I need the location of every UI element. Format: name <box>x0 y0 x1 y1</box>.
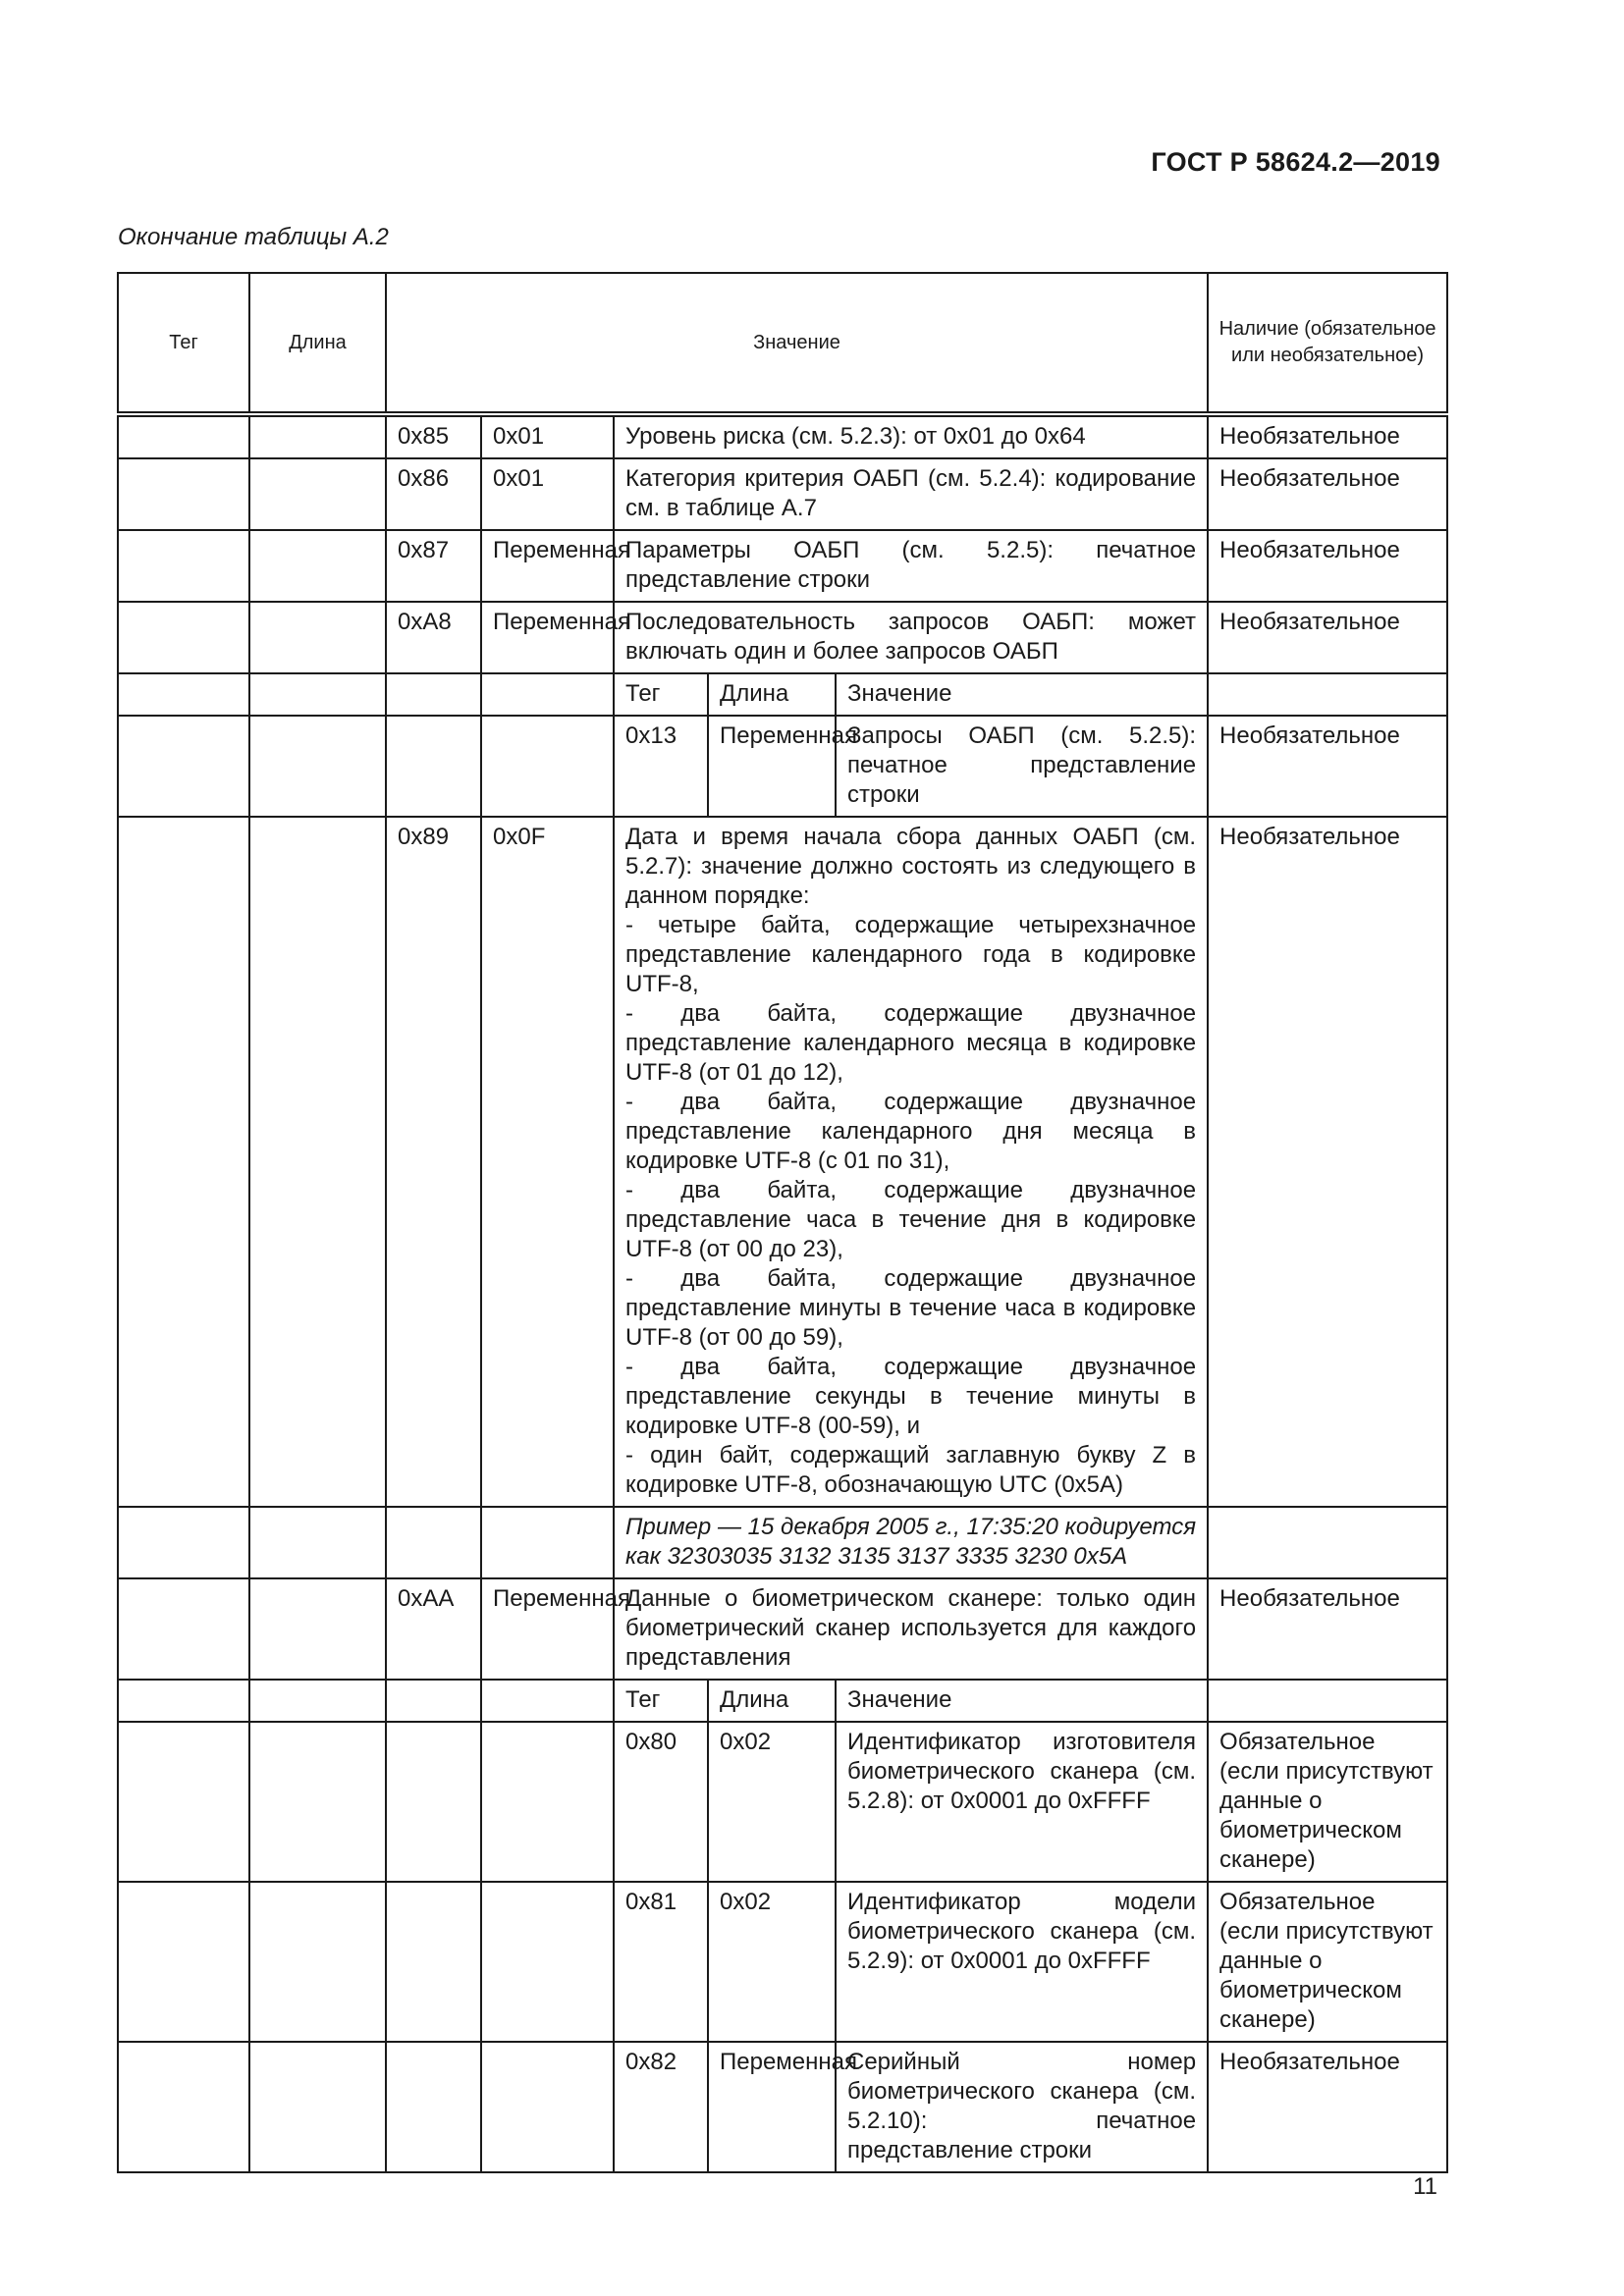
subheader-length: Длина <box>708 673 836 716</box>
table-row <box>118 1578 1447 1680</box>
row-presence: Обязательное (если присутствуют данные о биометрическом сканере) <box>1208 1882 1447 2042</box>
row-presence: Необязательное <box>1208 602 1447 673</box>
row-tag: 0x82 <box>614 2042 708 2172</box>
subheader-value: Значение <box>836 673 1208 716</box>
value-line: - два байта, содержащие двузначное представление секунды в течение минуты в кодировке UTF-8 (00-59), и <box>625 1354 1197 1439</box>
row-value: Параметры ОАБП (см. 5.2.5): печатное представление строки <box>614 530 1208 602</box>
row-length: 0x01 <box>481 414 614 458</box>
value-line: - два байта, содержащие двузначное представление календарного дня месяца в кодировке UTF-8 (с 01 по 31), <box>625 1089 1197 1174</box>
row-tag: 0x80 <box>614 1722 708 1882</box>
row-presence: Необязательное <box>1208 817 1447 1507</box>
header-tag: Тег <box>118 273 249 414</box>
row-tag: 0x81 <box>614 1882 708 2042</box>
row-presence: Необязательное <box>1208 716 1447 817</box>
row-value: Последовательность запросов ОАБП: может включать один и более запросов ОАБП <box>614 602 1208 673</box>
table-row <box>118 602 1447 673</box>
value-line: - два байта, содержащие двузначное представление минуты в течение часа в кодировке UTF-8 (от 00 до 59), <box>625 1265 1197 1351</box>
example-row <box>118 1507 1447 1578</box>
row-tag: 0x87 <box>386 530 481 602</box>
page-number: 11 <box>1413 2173 1437 2200</box>
row-value: Серийный номер биометрического сканера (см. 5.2.10): печатное представление строки <box>836 2042 1208 2172</box>
value-line: - один байт, содержащий заглавную букву Z в кодировке UTF-8, обозначающую UTC (0x5A) <box>625 1442 1197 1498</box>
spec-table <box>117 272 1448 2173</box>
row-length: Переменная <box>481 602 614 673</box>
subheader-tag: Тег <box>614 673 708 716</box>
row-tag: 0x86 <box>386 458 481 530</box>
row-value: Идентификатор модели биометрического сканера (см. 5.2.9): от 0x0001 до 0xFFFF <box>836 1882 1208 2042</box>
standard-number: ГОСТ Р 58624.2—2019 <box>1151 147 1440 177</box>
sub-header-row <box>118 673 1447 716</box>
subheader-length: Длина <box>708 1680 836 1722</box>
row-length: 0x02 <box>708 1882 836 2042</box>
value-line: - два байта, содержащие двузначное представление часа в течение дня в кодировке UTF-8 (от 00 до 23), <box>625 1177 1197 1262</box>
value-line: Дата и время начала сбора данных ОАБП (см. 5.2.7): значение должно состоять из следующего в данном порядке: <box>625 824 1197 909</box>
row-length: Переменная <box>708 2042 836 2172</box>
header-presence: Наличие (обязательное или необязательное) <box>1208 273 1447 414</box>
subheader-value: Значение <box>836 1680 1208 1722</box>
table-row <box>118 817 1447 1507</box>
row-length: 0x02 <box>708 1722 836 1882</box>
row-length: Переменная <box>481 530 614 602</box>
table-row <box>118 716 1447 817</box>
row-length: 0x01 <box>481 458 614 530</box>
row-tag: 0x85 <box>386 414 481 458</box>
value-line: - два байта, содержащие двузначное представление календарного месяца в кодировке UTF-8 (от 01 до 12), <box>625 1000 1197 1086</box>
sub-header-row <box>118 1680 1447 1722</box>
example-text: Пример — 15 декабря 2005 г., 17:35:20 кодируется как 32303035 3132 3135 3137 3335 3230 0x5A <box>614 1507 1208 1578</box>
table-header-row <box>118 273 1447 414</box>
table-row <box>118 1882 1447 2042</box>
subheader-tag: Тег <box>614 1680 708 1722</box>
table-row <box>118 530 1447 602</box>
row-tag: 0xAA <box>386 1578 481 1680</box>
row-value <box>614 817 1208 1507</box>
row-tag: 0xA8 <box>386 602 481 673</box>
table-row <box>118 458 1447 530</box>
value-line: - четыре байта, содержащие четырехзначное представление календарного года в кодировке UTF-8, <box>625 912 1197 997</box>
row-presence: Необязательное <box>1208 458 1447 530</box>
row-presence: Необязательное <box>1208 2042 1447 2172</box>
table-caption: Окончание таблицы А.2 <box>118 224 389 250</box>
header-value: Значение <box>386 273 1208 414</box>
row-presence: Необязательное <box>1208 1578 1447 1680</box>
row-presence: Необязательное <box>1208 530 1447 602</box>
row-value: Уровень риска (см. 5.2.3): от 0x01 до 0x64 <box>614 414 1208 458</box>
row-tag: 0x13 <box>614 716 708 817</box>
row-presence: Необязательное <box>1208 414 1447 458</box>
row-tag: 0x89 <box>386 817 481 1507</box>
row-presence: Обязательное (если присутствуют данные о биометрическом сканере) <box>1208 1722 1447 1882</box>
table-row <box>118 1722 1447 1882</box>
row-value: Идентификатор изготовителя биометрического сканера (см. 5.2.8): от 0x0001 до 0xFFFF <box>836 1722 1208 1882</box>
row-length: Переменная <box>708 716 836 817</box>
table-row <box>118 2042 1447 2172</box>
table-row <box>118 414 1447 458</box>
row-value: Категория критерия ОАБП (см. 5.2.4): кодирование см. в таблице А.7 <box>614 458 1208 530</box>
row-length: Переменная <box>481 1578 614 1680</box>
row-length: 0x0F <box>481 817 614 1507</box>
header-length: Длина <box>249 273 386 414</box>
row-value: Данные о биометрическом сканере: только один биометрический сканер используется для каждого представления <box>614 1578 1208 1680</box>
row-value: Запросы ОАБП (см. 5.2.5): печатное представление строки <box>836 716 1208 817</box>
